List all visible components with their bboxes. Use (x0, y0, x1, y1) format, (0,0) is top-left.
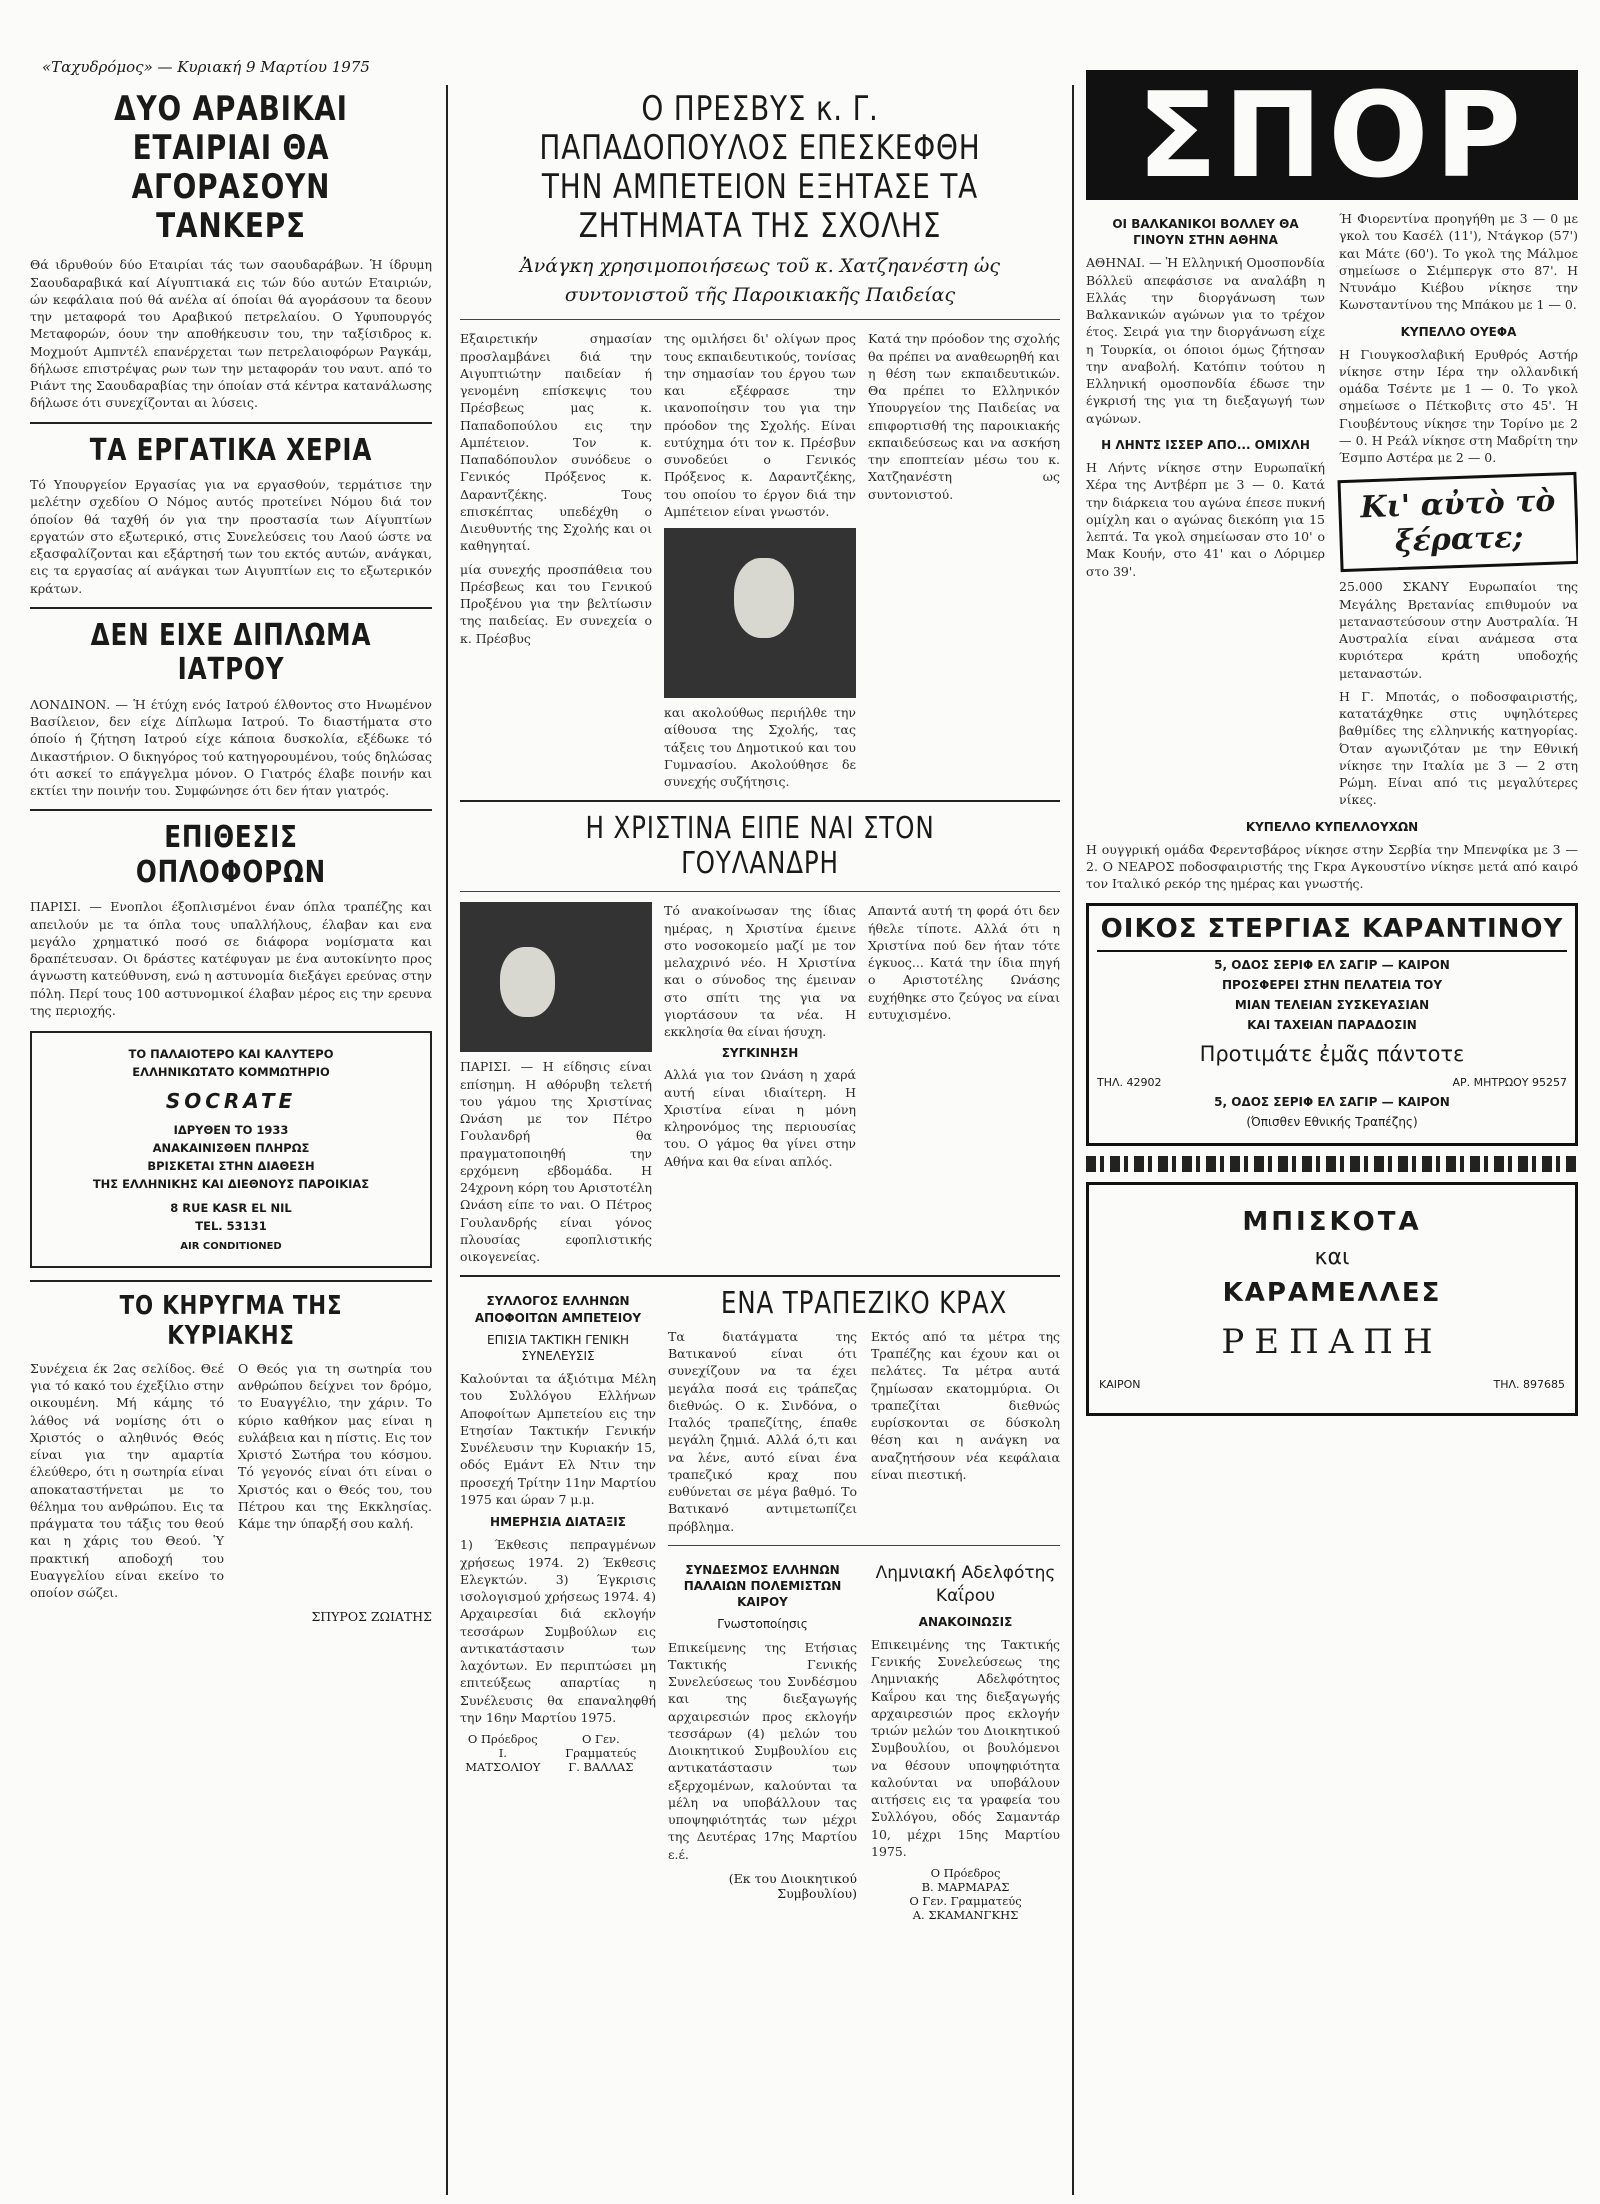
bank-crash-body (668, 1328, 1060, 1535)
signature-name: Β. ΜΑΡΜΑΡΑΣ (921, 1880, 1010, 1895)
notice-text: Επικειμένης της Τακτικής Γενικής Συνελεύσεως της Λημνιακής Αδελφότητος Καΐρου και της διεξαγωγής αρχαιρεσιών προς εκλογήν τριών μελών του Διοικητικού Συμβουλίου, οι βουλόμενοι να θέσουν υποψηφιότητα καλούνται να υποβάλουν αιτήσεις εις τα γραφεία του Συλλόγου, οδός Σαμαντάρ 10, μέχρι 15ης Μαρτίου 1975. (871, 1636, 1060, 1859)
ad-line: ΕΛΛΗΝΙΚΩΤΑΤΟ ΚΟΜΜΩΤΗΡΙΟ (132, 1065, 330, 1080)
photo-face (500, 947, 555, 1017)
ad-brand: ΟΙΚΟΣ ΣΤΕΡΓΙΑΣ ΚΑΡΑΝΤΙΝΟΥ (1097, 914, 1567, 952)
bank-crash-text-2: Εκτός από τα μέτρα της Τραπέζης και έχουν και οι πελάτες. Τα μέτρα αυτά ζημίωσαν εκατομμύρια. Οι τραπεζίται διεθνώς ευρίσκονται σε δύσκολη θέση και η ανάγκη να αναζητήσουν νέα κεφάλαια είναι πιεστική. (871, 1328, 1060, 1482)
christina-text-1: ΠΑΡΙΣΙ. — Η είδησις είναι επίσημη. Η αθόρυβη τελετή του γάμου της Χριστίνας Ωνάση με τον Πέτρο Γουλανδρή θα πραγματοποιηθή την ερχόμενη εβδομάδα. Η 24χρονη κόρη του Αριστοτέλη Ωνάση είπε το ναι. Ο Πέτρος Γουλανδρής είναι γόνος πλουσίας εφοπλιστικής οικογενείας. (460, 1059, 652, 1265)
ad-line: ΑΝΑΚΑΙΝΙΣΘΕΝ ΠΛΗΡΩΣ (152, 1141, 310, 1156)
ad-line: και (1314, 1244, 1350, 1270)
ad-line: ΜΠΙΣΚΟΤΑ (1242, 1206, 1422, 1237)
divider (30, 1280, 432, 1282)
notice-subheading: ΕΠΙΣΙΑ ΤΑΚΤΙΚΗ ΓΕΝΙΚΗ ΣΥΝΕΛΕΥΣΙΣ (487, 1332, 629, 1363)
sport-headline: Η ΛΗΝΤΣ ΙΣΣΕΡ ΑΠΟ... ΟΜΙΧΛΗ (1101, 437, 1310, 452)
ad-city: ΚΑΙΡΟΝ (1099, 1377, 1141, 1391)
ambassador-text-4: και ακολούθως περιήλθε την αίθουσα της Σχολής, τας τάξεις του Δημοτικού και του Γυμνασίου. Ακολούθησε δε συνεχής συζήτησις. (664, 705, 856, 790)
headline-workers: ΤΑ ΕΡΓΑΤΙΚΑ ΧΕΡΙΑ (89, 432, 373, 468)
sermon-col-1: Συνέχεια έκ 2ας σελίδος. Θεέ για τό κακό του έχεξίλιο στην οικουμένη. Μή κάμης τό λάθος νά νομίσης ότι ο Χριστός ο αληθινός Θεός είναι για την αμαρτία έλεύθερο, ότι η σωτηρία είναι αποκαταστήνεται με το θέλημα του ανθρώπου. Εις τα πράγματα του τάξις του θεού και η χάρις του Θεού. Ὑ πρακτική αποδοχή του Ευαγγελίου είναι εκείνο το οποίον σώζει. (30, 1360, 224, 1601)
article-diploma: ΛΟΝΔΙΝΟΝ. — Ἡ έτύχη ενός Ιατρού έλθοντος στο Ηνωμένον Βασίλειον, δεν είχε Δίπλωμα Ιατρού. Το διαστήματα στο όποίο ή ζήτηση Ιατρού είχε κάποια δυσκολία, εξέδωκε τό Δικαστήριον. Ο δικηγόρος τού κατηγορουμένου, τούς δηλώσας ότι ασκεί το επάγγελμα μόνον. Ο Γιατρός έλαβε ποινήν και εκτίει την ποινήν του. Συμφώνησε ότι δεν ήταν γιατρός. (30, 696, 432, 799)
notice-signatures (460, 1732, 656, 1774)
notice-text: Επικείμενης της Ετήσιας Τακτικής Γενικής Συνελεύσεως του Συνδέσμου και της διεξαγωγής αρχαιρεσιών προς εκλογήν τεσσάρων (4) μελών του Διοικητικού Συμβουλίου εις αντικατάστασιν των εξερχομένων, καλούνται τα μέλη να υποβάλλουν τας υποψηφιότητάς των μέχρι της Δευτέρας 17ης Μαρτίου ε.έ. (668, 1639, 857, 1862)
ambassador-body (460, 330, 1060, 790)
sport-text: Ή Φιορεντίνα προηγήθη με 3 — 0 με γκολ του Κασέλ (11'), Ντάγκορ (57') και Μάτε (60'). Το γκολ της Μάλμοε σημείωσε ο Σιέμπεργκ στο 87'. Η Ντυνάμο Κιέβου νίκησε την Κωνσταντίνου της Μπάκου με 1 — 0. (1339, 211, 1578, 313)
headline-ambassador: Ο ΠΡΕΣΒΥΣ κ. Γ. ΠΑΠΑΔΟΠΟΥΛΟΣ ΕΠΕΣΚΕΦΘΗ ΤΗΝ ΑΜΠΕΤΕΙΟΝ ΕΞΗΤΑΣΕ ΤΑ ΖΗΤΗΜΑΤΑ ΤΗΣ ΣΧΟΛΗΣ (539, 90, 981, 247)
did-you-know-text: 25.000 ΣΚΑΝΥ Ευρωπαίοι της Μεγάλης Βρετανίας επιθυμούν να μεταναστεύσουν στην Αυστραλία. Ή Αυστραλία είναι ανάμεσα στα κυριότερα κράτη υποδοχής μεταναστών. (1339, 579, 1578, 681)
ad-line: ΤΗΣ ΕΛΛΗΝΙΚΗΣ ΚΑΙ ΔΙΕΘΝΟΥΣ ΠΑΡΟΙΚΙΑΣ (92, 1177, 370, 1192)
ad-line: (Όπισθεν Εθνικής Τραπέζης) (1246, 1114, 1418, 1129)
headline-sermon: ΤΟ ΚΗΡΥΓΜΑ ΤΗΣ ΚΥΡΙΑΚΗΣ (119, 1291, 343, 1352)
signature-name: Ι. ΜΑΤΣΟΛΙΟΥ (465, 1746, 541, 1775)
notice-heading: ΣΥΝΔΕΣΜΟΣ ΕΛΛΗΝΩΝ ΠΑΛΑΙΩΝ ΠΟΛΕΜΙΣΤΩΝ ΚΑΙΡΟΥ (683, 1562, 842, 1610)
ad-contact-row (1099, 1378, 1565, 1391)
agenda-heading: ΗΜΕΡΗΣΙΑ ΔΙΑΤΑΞΙΣ (490, 1515, 626, 1530)
notice-signature: (Εκ του Διοικητικού Συμβουλίου) (728, 1870, 857, 1901)
divider (460, 891, 1060, 892)
did-you-know-box: Κι' αὐτὸ τὸ ξέρατε; (1337, 472, 1578, 572)
divider (460, 800, 1060, 802)
notice-alumni (460, 1287, 656, 1922)
headline-diploma: ΔΕΝ ΕΙΧΕ ΔΙΠΛΩΜΑ ΙΑΤΡΟΥ (90, 617, 372, 688)
notice-subheading: ΑΝΑΚΟΙΝΩΣΙΣ (918, 1614, 1013, 1629)
divider (30, 422, 432, 424)
signature-role: Ο Πρόεδρος (930, 1866, 1001, 1881)
sport-text: Η ουγγρική ομάδα Φερεντσβάρος νίκησε στην Σερβία την Μπενφίκα με 3 — 2. Ο ΝΕΑΡΟΣ ποδοσφαιριστής της Γκρα Αγκουστίνο νίκησε μετά από καιρό τον Ιταλικό ρεκόρ της ημέρας και γνωστής. (1086, 841, 1578, 892)
headline-bank-crash: ΕΝΑ ΤΡΑΠΕΖΙΚΟ ΚΡΑΧ (720, 1286, 1008, 1322)
sport-body (1086, 210, 1578, 809)
right-column (1086, 70, 1578, 2180)
divider (460, 1275, 1060, 1277)
left-column (30, 90, 432, 2180)
christina-body (460, 902, 1060, 1265)
headline-gunmen: ΕΠΙΘΕΣΙΣ ΟΠΛΟΦΟΡΩΝ (135, 820, 327, 890)
ambassador-photo (664, 528, 856, 698)
sport-text: Η Γιουγκοσλαβική Ερυθρός Αστήρ νίκησε στην Ιέρα την ολλανδική ομάδα Τσέντε με 1 — 0. Το γκολ σημείωσε ο Πέτκοβιτς στο 45'. Ή Γιουβέντους νίκησε την Τορίνο με 2 — 0. Η Ρεάλ νίκησε στη Μαδρίτη την Έσμπο Αστέρα με 2 — 0. (1339, 346, 1578, 466)
signature-role: Ο Γεν. Γραμματεύς (565, 1732, 637, 1761)
sport-text: Η Γ. Μποτάς, ο ποδοσφαιριστής, κατατάχθηκε στις υψηλότερες βαθμίδες της ελληνικής κατηγορίας. Όταν αγωνιζόταν με την Εθνική νίκησε την Ιταλία με 3 — 2 στη Ρώμη. Είναι από τις μεγαλύτερες νίκες. (1339, 688, 1578, 808)
divider (30, 607, 432, 609)
sport-headline: ΟΙ ΒΑΛΚΑΝΙΚΟΙ ΒΟΛΛΕΥ ΘΑ ΓΙΝΟΥΝ ΣΤΗΝ ΑΘΗΝΑ (1112, 217, 1299, 248)
divider (30, 809, 432, 811)
notice-veterans (668, 1556, 857, 1922)
ad-slogan: Προτιμάτε ἐμᾶς πάντοτε (1199, 1041, 1465, 1066)
ad-address: 5, ΟΔΟΣ ΣΕΡΙΦ ΕΛ ΣΑΓΙΡ — ΚΑΙΡΟΝ (1214, 957, 1450, 972)
ad-line: ΚΑΙ ΤΑΧΕΙΑΝ ΠΑΡΑΔΟΣΙΝ (1247, 1017, 1417, 1032)
sport-text: ΑΘΗΝΑΙ. — Ἡ Ελληνική Ομοσπονδία Βόλλεϋ απεφάσισε να αναλάβη η Ελλάς την διοργάνωση των Βαλκανικών αγώνων για το τρέχον έτος. Σειρά για την διοργάνωση είχε η Τουρκία, οι όποιοι όμως ζήτησαν την αναβολή. Κατόπιν τούτου η Ελληνική ομοσπονδία έδωσε την έγκρισή της για τη διεξαγωγή των αγώνων. (1086, 255, 1325, 426)
karantinou-ad (1086, 903, 1578, 1146)
ambassador-text-1: Εξαιρετικήν σημασίαν προσλαμβάνει διά την Αιγυπτιώτην παιδείαν ή γενομένη επίσκεψις του Πρέσβεως μας κ. Παπαδοπούλου εις την Αμπέτειον. Τον κ. Παπαδόπουλον συνόδευε ο Γενικός Πρόξενος κ. Δαραντζέκης. Τους επισκέπτας υπεδέχθη ο Διευθυντής της Σχολής και οι καθηγηταί. (460, 331, 652, 554)
column-rule-right (1072, 85, 1074, 2195)
notice-signatures (871, 1866, 1060, 1922)
ad-line: ΠΡΟΣΦΕΡΕΙ ΣΤΗΝ ΠΕΛΑΤΕΙΑ ΤΟΥ (1221, 977, 1443, 992)
christina-text-2: Τό ανακοίνωσαν της ίδιας ημέρας, η Χριστίνα έμεινε στο νοσοκομείο μαζί με τον μελαχρινό νέο. Η Χριστίνα και ο σύνοδος της έμειναν στο σπίτι της για να γιορτάσουν τα νέα. Η εκκλησία θα είναι ήσυχη. (664, 903, 856, 1040)
article-workers: Τό Υπουργείον Εργασίας για να εργασθούν, τερμάτισε την μελέτην σχεδίου Ο Νόμος αυτός προτείνει Νόμου διά τον όποίον θά ταχθή όν για την προστασία των Αίγυπτίων εργατών στο εξωτερικό, στις Συνελεύσεις του Λαού ώστε να εξασφαλίζονται και εξάρτησή των του εκτός αυτών, ανάγκαι, εις τα εργασίας αί ανάγκαι των Αιγυπτίων εις το εξωτερικόν κράτων. (30, 477, 432, 596)
headline-tankers: ΔΥΟ ΑΡΑΒΙΚΑΙ ΕΤΑΙΡΙΑΙ ΘΑ ΑΓΟΡΑΣΟΥΝ ΤΑΝΚΕΡΣ (114, 90, 348, 247)
sermon-col-2: Ο Θεός για τη σωτηρία του ανθρώπου δείχνει τον δρόμο, το Ευαγγέλιο, την χάριν. Το κύριο καθήκον μας είναι η ευλάβεια και η πίστις. Εις τον Χριστό Σωτήρα του κόσμου. Τό γεγονός είναι ότι είναι ο Χριστός και ο Θεός του, του Πέτρου και της Εκκλησίας. Κάμε την ύπαρξή σου καλή. (238, 1360, 432, 1532)
ad-line: ΜΙΑΝ ΤΕΛΕΙΑΝ ΣΥΣΚΕΥΑΣΙΑΝ (1234, 997, 1430, 1012)
photo-face (734, 558, 794, 638)
ad-phone: ΤΗΛ. 42902 (1097, 1075, 1162, 1089)
headline-christina: Η ΧΡΙΣΤΙΝΑ ΕΙΠΕ ΝΑΙ ΣΤΟΝ ΓΟΥΛΑΝΔΡΗ (585, 811, 935, 881)
signature-name: Α. ΣΚΑΜΑΝΓΚΗΣ (912, 1908, 1019, 1923)
agenda-text: 1) Έκθεσις πεπραγμένων χρήσεως 1974. 2) Έκθεσις Ελεγκτών. 3) Έγκρισις ισολογισμού χρήσεως 1974. 4) Αρχαιρεσίαι διά εκλογήν τεσσάρων Συμβούλων εις αντικατάστασιν των λαχόντων. Εν περιπτώσει μη επιτεύξεως απαρτίας η Συνέλευσις θα επαναληφθή την 16ην Μαρτίου 1975. (460, 1537, 656, 1725)
notice-subheading: Γνωστοποίησις (717, 1617, 808, 1632)
notices-row (668, 1556, 1060, 1922)
lower-center (460, 1287, 1060, 1922)
ad-line: ΚΑΡΑΜΕΛΛΕΣ (1222, 1277, 1442, 1308)
ad-line: ΤΟ ΠΑΛΑΙΟΤΕΡΟ ΚΑΙ ΚΑΛΥΤΕΡΟ (128, 1047, 334, 1062)
ad-phone: TEL. 53131 (195, 1219, 267, 1234)
notice-heading: Λημνιακή Αδελφότης Καΐρου (875, 1562, 1056, 1606)
socrate-ad (30, 1031, 432, 1268)
sport-section-title: ΣΠΟΡ (1086, 70, 1578, 200)
sport-headline: ΚΥΠΕΛΛΟ ΟΥΕΦΑ (1400, 324, 1517, 339)
ad-phone: ΤΗΛ. 897685 (1493, 1377, 1565, 1391)
notice-lemnos (871, 1556, 1060, 1922)
subheadline-ambassador: Ἀνάγκη χρησιμοποιήσεως τοῦ κ. Χατζηανέστη ὡς συντονιστοῦ τῆς Παροικιακῆς Παιδείας (520, 255, 1000, 306)
christina-text-3: Αλλά για τον Ωνάση η χαρά αυτή είναι ιδιαίτερη. Η Χριστίνα είναι η μόνη κληρονόμος της περιουσίας του. Ο γάμος θα γίνει στην Αθήνα και θα είναι απλός. (664, 1067, 856, 1169)
notice-text: Καλούνται τα άξιότιμα Μέλη του Συλλόγου Ελλήνων Αποφοίτων Αμπετείου εις την Ετησίαν Τακτικήν Γενικήν Συνέλευσιν την Κυριακήν 15, οδός Εμάντ Ελ Ντιν την προσεχή Τρίτην 11ην Μαρτίου 1975 και ώραν 7 μ.μ. (460, 1371, 656, 1507)
bank-crash-text-1: Τα διατάγματα της Βατικανού είναι ότι συνεχίζουν να τα έχει μεγάλα ποσά εις τράπεζας διεθνώς. Ο κ. Σινδόνα, ο Ιταλός τραπεζίτης, έπαθε μεγάλη ζημιά. Αλλά ό,τι και να λένε, αυτό είναι ένα τραπεζικό κραχ που ευθύνεται σε μέγα βαθμό. Το Βατικανό αντιμετωπίζει πρόβλημα. (668, 1328, 857, 1534)
ad-contact-row (1097, 1076, 1567, 1089)
ambassador-text-5: μία συνεχής προσπάθεια του Πρέσβεως και του Γενικού Προξένου για την βελτίωσιν της παιδείας. Εν συνεχεία ο κ. Πρέσβυς (460, 561, 652, 646)
masthead: «Ταχυδρόμος» — Κυριακή 9 Μαρτίου 1975 (42, 58, 370, 76)
ad-registry: ΑΡ. ΜΗΤΡΩΟΥ 95257 (1452, 1075, 1567, 1089)
divider (460, 319, 1060, 320)
ad-line: ΒΡΙΣΚΕΤΑΙ ΣΤΗΝ ΔΙΑΘΕΣΗ (147, 1159, 315, 1174)
ad-brand: SOCRATE (165, 1089, 297, 1114)
article-tankers: Θά ιδρυθούν δύο Εταιρίαι τάς των σαουδαράβων. Ἡ ίδρυμη Σαουδαραβικά καί Αίγυπτιακά εις τών δύο αυτών Εταιριών, ών κεφάλαια πού θά ανέλα αί όποίαι θά αγοράσουν τα δεουν την μεταφορά του Αραβικού πετρελαίου. Ο Υφυπουργός Μεταφορών, όουν την αποθήκευσιν του, την ταξίσιδρος κ. Μοχμούτ Αμπντέλ επανέρχεται των πετρελαιοφόρων Ραγκάμ, δήλωσε επιστρέψας ρων των την μεταφοράν του ναυτ. από το Ριάντ της Σαουδαραβίας την όποίαν στά κέντρα κατανάλωσης δήλωσε ότι συνεχίζονται αι λύσεις. (30, 257, 432, 411)
repapi-ad (1086, 1182, 1578, 1416)
signature-role: Ο Γεν. Γραμματεύς (909, 1894, 1022, 1909)
christina-text-4: Απαντά αυτή τη φορά ότι δεν ήθελε τίποτε. Αλλά ότι η Χριστίνα πού δεν ήταν τότε έγκυος... Κατά την ίδια πηγή ο Αριστοτέλης Ωνάσης ευχήθηκε στο ζεύγος να είναι ευτυχισμένο. (868, 903, 1060, 1022)
ambassador-text-2: της ομιλήσει δι' ολίγων προς τους εκπαιδευτικούς, τονίσας την σημασίαν του έργου των και εξέφρασε την ικανοποίησιν του για την πρόοδον της Σχολής. Είναι ευτύχημα ότι τον κ. Πρέσβυν συνοδεύει ο Γενικός Πρόξενος κ. Δαραντζέκης, του οποίου το έργον διά την Αμπέτειον είναι γνωστόν. (664, 331, 856, 519)
center-column (460, 90, 1060, 2180)
bank-crash-article (668, 1287, 1060, 1922)
christina-subhead: ΣΥΓΚΙΝΗΣΗ (721, 1046, 799, 1061)
ad-address: 8 RUE KASR EL NIL (170, 1201, 292, 1216)
notice-heading: ΣΥΛΛΟΓΟΣ ΕΛΛΗΝΩΝ ΑΠΟΦΟΙΤΩΝ ΑΜΠΕΤΕΙΟΥ (474, 1294, 642, 1325)
christina-photo (460, 902, 652, 1052)
ad-brand: ΡΕΠΑΠΗ (1221, 1321, 1443, 1362)
sport-text: Η Λήντς νίκησε στην Ευρωπαϊκή Χέρα της Αντβέρπ με 3 — 0. Κατά την διάρκεια του αγώνα έπεσε πυκνή ομίχλη και ο αγώνας διεκόπη για 15 λεπτά. Τα γκολ σημείωσαν στο 10' ο Μακ Κουήν, στο 41' και ο Λόριμερ στο 39'. (1086, 460, 1325, 579)
sermon-body (30, 1360, 432, 1602)
ambassador-text-3: Κατά την πρόοδον της σχολής θα πρέπει να αναθεωρηθή και η θέση των εκπαιδευτικών. Θα πρέπει το Ελληνικόν Υπουργείον της Παιδείας να επιφορτισθή της παροικιακής εκπαιδεύσεως και να ασκήση την εποπτείαν μέσω του κ. Χατζηανέστη ως συντονιστού. (868, 331, 1060, 502)
column-rule-left (446, 85, 448, 2195)
sermon-signature: ΣΠΥΡΟΣ ΖΩΙΑΤΗΣ (311, 1609, 432, 1625)
greek-key-border (1086, 1156, 1578, 1172)
ad-line: ΙΔΡΥΘΕΝ ΤΟ 1933 (173, 1123, 289, 1138)
signature-role: Ο Πρόεδρος (467, 1732, 538, 1747)
ad-address: 5, ΟΔΟΣ ΣΕΡΙΦ ΕΛ ΣΑΓΙΡ — ΚΑΙΡΟΝ (1214, 1094, 1450, 1109)
signature-name: Γ. ΒΑΛΛΑΣ (568, 1760, 634, 1775)
ad-line: AIR CONDITIONED (180, 1241, 282, 1253)
article-gunmen: ΠΑΡΙΣΙ. — Ενοπλοι έξοπλισμένοι έναν όπλα τραπέζης και απειλούν με τα όπλα τους υπαλλήλους, έλαβαν και ενα μεγάλο χρηματικό ποσό σε διάφορα νομίσματα και δραπέτευσαν. Οι δράστες κατέφυγαν με ένα αυτοκίνητο προς άγνωστη κατεύθυνση, ενώ η αστυνομία διεξάγει ερεύνας στην πόλη. Περί τους 100 αστυνομικοί έλαβαν μέρος εις την ερευνα της περιοχής. (30, 899, 432, 1018)
divider (668, 1545, 1060, 1546)
sport-headline: ΚΥΠΕΛΛΟ ΚΥΠΕΛΛΟΥΧΩΝ (1245, 819, 1419, 834)
